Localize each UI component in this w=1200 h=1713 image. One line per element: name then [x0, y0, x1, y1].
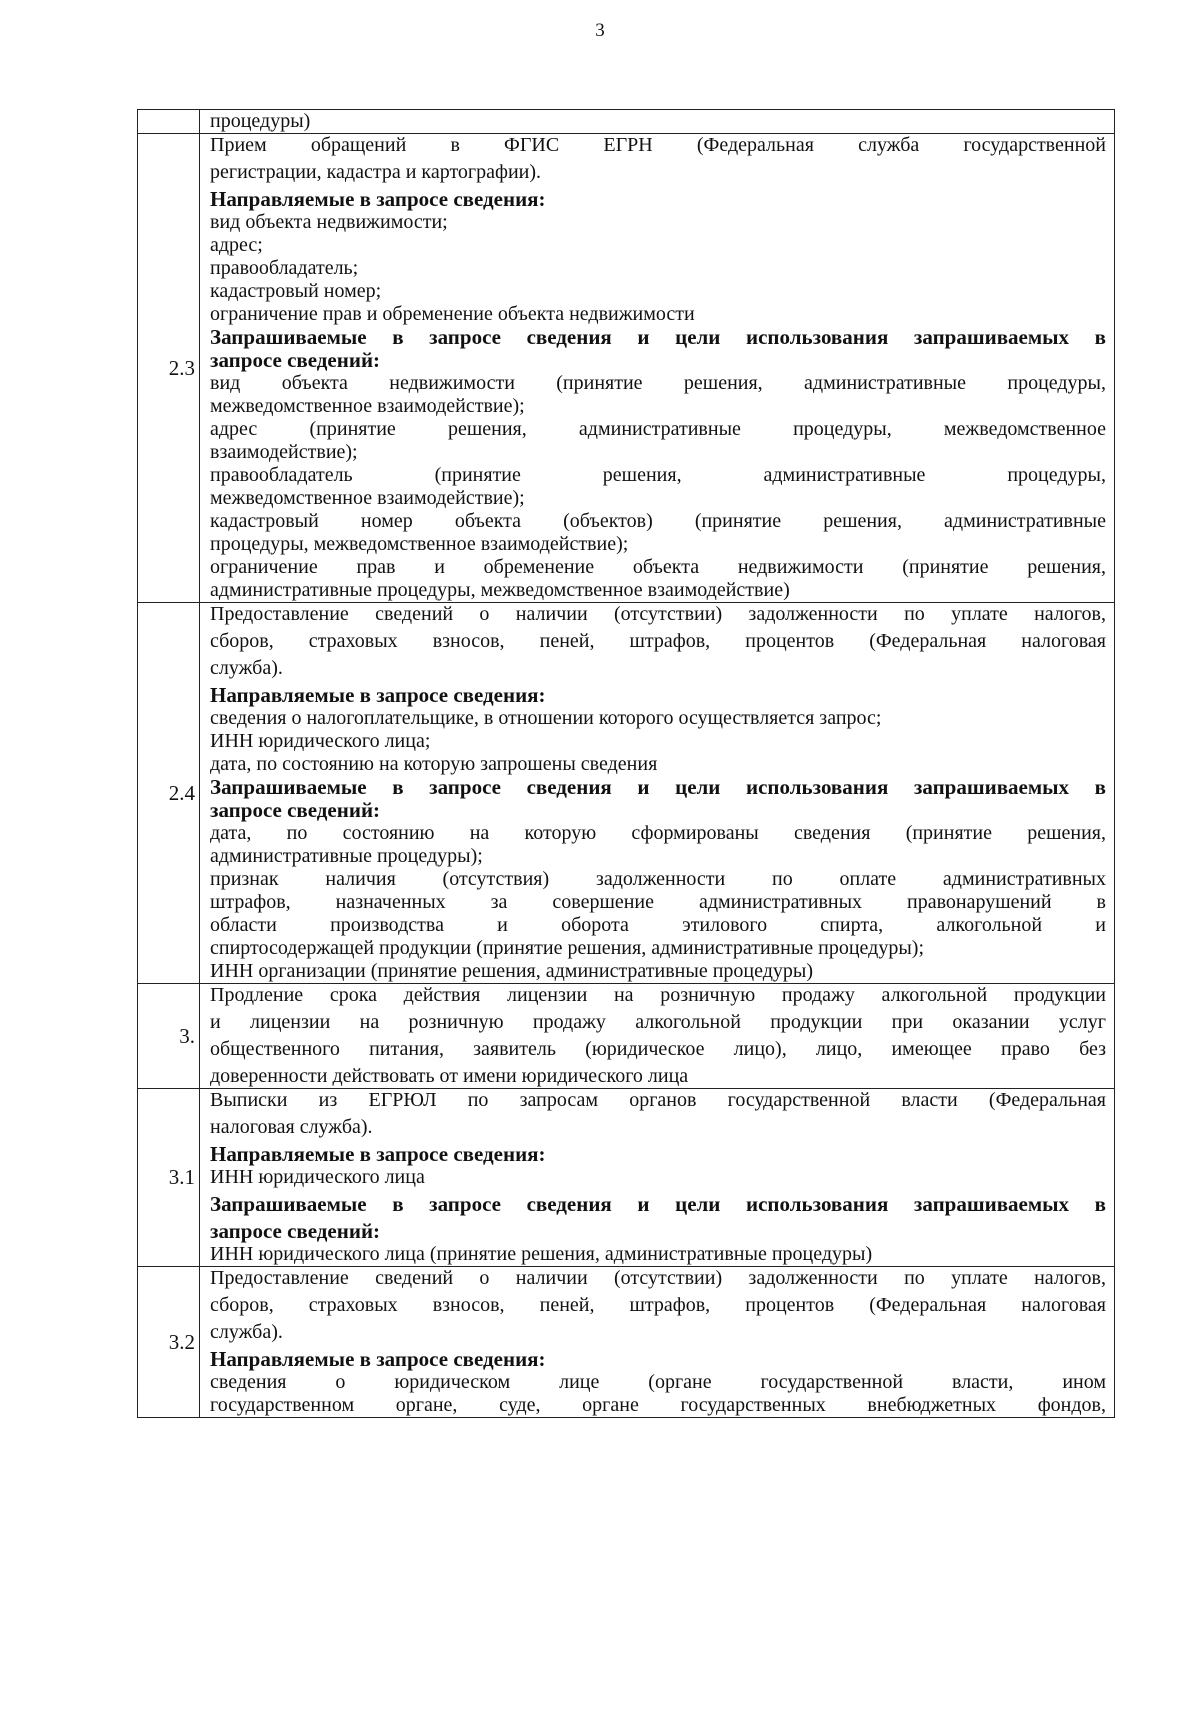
text-line: ИНН юридического лица (принятие решения, административные процедуры) [210, 1243, 873, 1265]
section-heading: Запрашиваемые в запросе сведения и цели использования запрашиваемых в [210, 325, 1106, 349]
section-heading: запросе сведений: [210, 1219, 381, 1243]
text-line: Продление срока действия лицензии на розничную продажу алкогольной продукции [210, 984, 1106, 1006]
text-line: области производства и оборота этилового спирта, алкогольной и [210, 914, 1106, 936]
text-line: служба). [210, 657, 283, 679]
text-line: межведомственное взаимодействие); [210, 487, 525, 509]
text-line: адрес (принятие решения, административные процедуры, межведомственное [210, 418, 1106, 440]
text-line: ИНН организации (принятие решения, административные процедуры) [210, 960, 813, 982]
text-line: адрес; [210, 234, 263, 256]
text-line: ограничение прав и обременение объекта недвижимости [210, 303, 695, 325]
text-line: кадастровый номер; [210, 280, 382, 302]
text-line: ИНН юридического лица [210, 1166, 425, 1188]
text-line: дата, по состоянию на которую сформированы сведения (принятие решения, [210, 822, 1106, 844]
row-number: 3.2 [138, 1267, 200, 1418]
page-number: 3 [595, 20, 605, 41]
row-number: 3. [138, 984, 200, 1089]
row-number [138, 110, 200, 134]
text-line: дата, по состоянию на которую запрошены сведения [210, 753, 658, 775]
table-row [138, 1267, 1115, 1418]
text-line: признак наличия (отсутствия) задолженности по оплате административных [210, 868, 1106, 890]
text-line: и лицензии на розничную продажу алкогольной продукции при оказании услуг [210, 1011, 1106, 1033]
text-line: Предоставление сведений о наличии (отсутствии) задолженности по уплате налогов, [210, 1267, 1106, 1289]
section-heading: Направляемые в запросе сведения: [210, 1347, 546, 1371]
row-number: 3.1 [138, 1089, 200, 1267]
section-heading: Запрашиваемые в запросе сведения и цели использования запрашиваемых в [210, 775, 1106, 799]
section-heading: запросе сведений: [210, 348, 381, 372]
section-heading: Направляемые в запросе сведения: [210, 683, 546, 707]
text-line: правообладатель (принятие решения, административные процедуры, [210, 464, 1106, 486]
table-row [138, 984, 1115, 1089]
text-line: правообладатель; [210, 257, 359, 279]
text-line: процедуры) [210, 110, 311, 132]
text-line: сборов, страховых взносов, пеней, штрафов, процентов (Федеральная налоговая [210, 1294, 1106, 1316]
row-number: 2.3 [138, 134, 200, 603]
section-heading: запросе сведений: [210, 798, 381, 822]
row-content [200, 110, 1115, 134]
text-line: Предоставление сведений о наличии (отсутствии) задолженности по уплате налогов, [210, 603, 1106, 625]
row-content [200, 1089, 1115, 1267]
text-line: административные процедуры, межведомственное взаимодействие) [210, 579, 790, 601]
text-line: сведения о юридическом лице (органе государственной власти, ином [210, 1371, 1106, 1393]
text-line: ограничение прав и обременение объекта недвижимости (принятие решения, [210, 556, 1106, 578]
text-line: Выписки из ЕГРЮЛ по запросам органов государственной власти (Федеральная [210, 1089, 1106, 1111]
section-heading: Направляемые в запросе сведения: [210, 187, 546, 211]
section-heading: Направляемые в запросе сведения: [210, 1142, 546, 1166]
text-line: ИНН юридического лица; [210, 730, 431, 752]
section-heading: Запрашиваемые в запросе сведения и цели использования запрашиваемых в [210, 1192, 1106, 1216]
text-line: взаимодействие); [210, 441, 358, 463]
text-line: межведомственное взаимодействие); [210, 395, 525, 417]
table-row [138, 110, 1115, 134]
text-line: государственном органе, суде, органе государственных внебюджетных фондов, [210, 1394, 1106, 1416]
row-content [200, 984, 1115, 1089]
row-content [200, 1267, 1115, 1418]
table-row [138, 134, 1115, 603]
text-line: административные процедуры); [210, 845, 483, 867]
text-line: спиртосодержащей продукции (принятие решения, административные процедуры); [210, 937, 924, 959]
text-line: вид объекта недвижимости (принятие решения, административные процедуры, [210, 372, 1106, 394]
text-line: общественного питания, заявитель (юридическое лицо), лицо, имеющее право без [210, 1038, 1106, 1060]
row-content [200, 603, 1115, 984]
text-line: налоговая служба). [210, 1116, 373, 1138]
table-body [138, 110, 1115, 1418]
text-line: вид объекта недвижимости; [210, 211, 448, 233]
procedures-table [137, 109, 1115, 1418]
row-content [200, 134, 1115, 603]
text-line: процедуры, межведомственное взаимодействие); [210, 533, 629, 555]
text-line: Прием обращений в ФГИС ЕГРН (Федеральная служба государственной [210, 134, 1106, 156]
text-line: штрафов, назначенных за совершение административных правонарушений в [210, 891, 1106, 913]
text-line: кадастровый номер объекта (объектов) (принятие решения, административные [210, 510, 1106, 532]
row-number: 2.4 [138, 603, 200, 984]
table-row [138, 1089, 1115, 1267]
text-line: сведения о налогоплательщике, в отношении которого осуществляется запрос; [210, 707, 882, 729]
text-line: регистрации, кадастра и картографии). [210, 161, 542, 183]
text-line: доверенности действовать от имени юридического лица [210, 1065, 689, 1087]
table-row [138, 603, 1115, 984]
text-line: сборов, страховых взносов, пеней, штрафов, процентов (Федеральная налоговая [210, 630, 1106, 652]
text-line: служба). [210, 1321, 283, 1343]
